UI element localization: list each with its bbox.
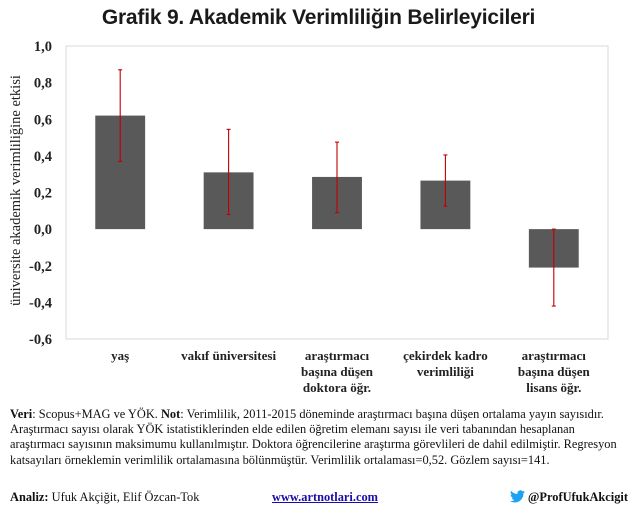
twitter-credit[interactable] [510,490,628,505]
y-tick-label: -0,4 [29,295,52,312]
y-tick-label: 0,8 [33,75,52,92]
y-tick-label: 0,6 [33,112,52,129]
y-tick-label: 0,4 [33,148,52,165]
analysis-authors: Ufuk Akçiğit, Elif Özcan-Tok [48,490,200,504]
y-tick-label: 0,2 [33,185,52,202]
source-label: Veri [10,407,33,421]
twitter-handle: @ProfUfukAkcigit [527,490,628,504]
chart-title: Grafik 9. Akademik Verimliliğin Belirleyicileri [101,6,536,29]
x-tick-label-line: çekirdek kadro [403,348,488,363]
y-tick-label: 1,0 [33,39,52,55]
x-tick-label-line: başına düşen [517,364,590,379]
x-tick-label [111,348,129,363]
footer [10,490,630,506]
y-axis-label: üniversite akademik verimliliğine etkisi [8,75,24,306]
analysis-credit [10,490,199,505]
twitter-bird-icon [510,490,525,503]
y-tick-label: 0,0 [33,222,52,239]
x-tick-label-line: yaş [111,348,130,363]
x-tick-label [301,348,374,395]
analysis-label: Analiz: [10,490,49,504]
x-tick-label-line: vakıf üniversitesi [181,348,277,363]
x-tick-label-line: doktora öğr. [302,380,372,395]
chart-notes [10,407,630,468]
x-tick-label-line: araştırmacı [521,348,586,363]
website-link[interactable]: www.artnotlari.com [272,490,378,504]
y-tick-label: -0,6 [29,332,52,348]
source-text: : Scopus+MAG ve YÖK. [32,407,161,421]
note-text: : Verimlilik, 2011-2015 döneminde araştırmacı başına düşen ortalama yayın sayısıdır. Araştırmacı sayısı olarak YÖK istatistiklerinden elde edilen öğretim elemanı sayısı ile veri tabanından hesaplanan araştırmacı sayısının maksimumu kullanılmıştır. Doktora öğrencilerine araştırma görevlileri de dahil edilmiştir. Regresyon katsayıları örneklemin verimlilik ortalamasına bölünmüştür. Verimlilik ortalaması=0,52. Gözlem sayısı=141. [10,407,617,467]
y-tick-label: -0,2 [29,258,52,275]
note-label: Not [160,407,181,421]
x-tick-label-line: lisans öğr. [526,380,582,395]
x-tick-label-line: araştırmacı [304,348,370,363]
x-tick-label-line: verimliliği [416,364,474,379]
x-tick-label [518,348,591,395]
x-tick-label [403,348,488,379]
x-tick-label-line: başına düşen [301,364,373,379]
x-tick-label [181,348,276,363]
